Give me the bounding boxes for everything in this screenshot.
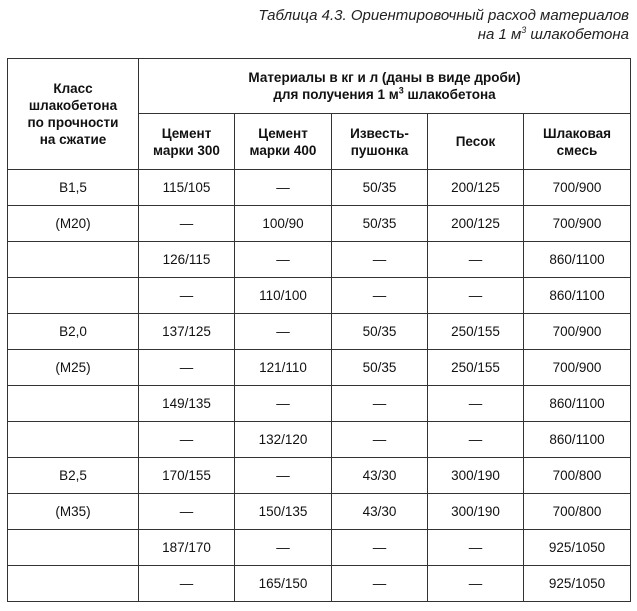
- cell-lime: 43/30: [332, 494, 428, 530]
- table-row: [8, 278, 631, 314]
- cell-class: [8, 530, 139, 566]
- header-sand: Песок: [428, 114, 524, 170]
- header-materials: Материалы в кг и л (даны в виде дроби) для получения 1 $м^3$ шлакобетона: [139, 59, 631, 114]
- caption-line-1: Таблица 4.3. Ориентировочный расход материалов: [258, 7, 629, 24]
- cell-sand: 250/155: [428, 314, 524, 350]
- cell-sand: 200/125: [428, 206, 524, 242]
- cell-cement-400: —: [235, 314, 332, 350]
- cell-cement-400: —: [235, 386, 332, 422]
- table-row: [8, 566, 631, 602]
- cell-cement-400: 110/100: [235, 278, 332, 314]
- cell-lime: —: [332, 242, 428, 278]
- cell-class: В1,5: [8, 170, 139, 206]
- header-cement-300: Цемент марки 300: [139, 114, 235, 170]
- cell-slag-mix: 860/1100: [524, 422, 631, 458]
- cell-lime: 50/35: [332, 206, 428, 242]
- cell-cement-300: 187/170: [139, 530, 235, 566]
- cell-class: В2,0: [8, 314, 139, 350]
- cell-class: [8, 386, 139, 422]
- cell-sand: 300/190: [428, 494, 524, 530]
- cell-slag-mix: 860/1100: [524, 386, 631, 422]
- cell-sand: 200/125: [428, 170, 524, 206]
- cell-cement-400: —: [235, 170, 332, 206]
- cell-slag-mix: 925/1050: [524, 566, 631, 602]
- cell-lime: —: [332, 566, 428, 602]
- cell-cement-300: 170/155: [139, 458, 235, 494]
- cell-lime: —: [332, 422, 428, 458]
- table-row: [8, 386, 631, 422]
- cell-sand: —: [428, 422, 524, 458]
- cell-cement-400: 121/110: [235, 350, 332, 386]
- table-caption: [258, 6, 629, 44]
- cell-lime: 50/35: [332, 170, 428, 206]
- header-slag-mix: Шлаковая смесь: [524, 114, 631, 170]
- table-row: [8, 458, 631, 494]
- cell-class: (М35): [8, 494, 139, 530]
- cell-slag-mix: 700/900: [524, 314, 631, 350]
- cell-class: [8, 242, 139, 278]
- cell-slag-mix: 860/1100: [524, 278, 631, 314]
- cell-cement-400: 165/150: [235, 566, 332, 602]
- cell-cement-400: —: [235, 458, 332, 494]
- cell-cement-400: —: [235, 530, 332, 566]
- table-row: [8, 170, 631, 206]
- cell-cement-400: 100/90: [235, 206, 332, 242]
- header-lime: Известь- пушонка: [332, 114, 428, 170]
- cell-lime: —: [332, 278, 428, 314]
- cell-lime: 50/35: [332, 350, 428, 386]
- cell-slag-mix: 860/1100: [524, 242, 631, 278]
- table-row: [8, 242, 631, 278]
- cell-sand: —: [428, 242, 524, 278]
- cell-sand: 250/155: [428, 350, 524, 386]
- cell-slag-mix: 700/900: [524, 350, 631, 386]
- cell-lime: 50/35: [332, 314, 428, 350]
- cell-sand: —: [428, 530, 524, 566]
- cell-sand: —: [428, 386, 524, 422]
- cell-class: В2,5: [8, 458, 139, 494]
- cell-class: [8, 278, 139, 314]
- cell-cement-300: —: [139, 494, 235, 530]
- cell-cement-300: 115/105: [139, 170, 235, 206]
- cell-slag-mix: 925/1050: [524, 530, 631, 566]
- header-strength-class: Класс шлакобетона по прочности на сжатие: [8, 59, 139, 170]
- cell-lime: 43/30: [332, 458, 428, 494]
- cell-class: [8, 566, 139, 602]
- cell-cement-300: —: [139, 278, 235, 314]
- cell-lime: —: [332, 386, 428, 422]
- table-row: [8, 206, 631, 242]
- cell-sand: 300/190: [428, 458, 524, 494]
- header-cement-400: Цемент марки 400: [235, 114, 332, 170]
- cell-slag-mix: 700/800: [524, 494, 631, 530]
- cell-cement-300: 137/125: [139, 314, 235, 350]
- table-row: [8, 494, 631, 530]
- cell-slag-mix: 700/800: [524, 458, 631, 494]
- cell-sand: —: [428, 278, 524, 314]
- caption-line-2: на 1 $м^3$ шлакобетона: [477, 25, 629, 43]
- cell-cement-300: —: [139, 350, 235, 386]
- cell-cement-300: 126/115: [139, 242, 235, 278]
- cell-cement-300: 149/135: [139, 386, 235, 422]
- materials-table: [7, 58, 631, 602]
- cell-cement-300: —: [139, 206, 235, 242]
- cell-class: (М20): [8, 206, 139, 242]
- cell-class: [8, 422, 139, 458]
- cell-cement-400: 132/120: [235, 422, 332, 458]
- cell-cement-400: 150/135: [235, 494, 332, 530]
- cell-lime: —: [332, 530, 428, 566]
- cell-slag-mix: 700/900: [524, 206, 631, 242]
- table-row: [8, 314, 631, 350]
- cell-cement-300: —: [139, 566, 235, 602]
- table-row: [8, 530, 631, 566]
- cell-slag-mix: 700/900: [524, 170, 631, 206]
- table-row: [8, 350, 631, 386]
- cell-cement-400: —: [235, 242, 332, 278]
- cell-cement-300: —: [139, 422, 235, 458]
- cell-class: (М25): [8, 350, 139, 386]
- cell-sand: —: [428, 566, 524, 602]
- table-row: [8, 422, 631, 458]
